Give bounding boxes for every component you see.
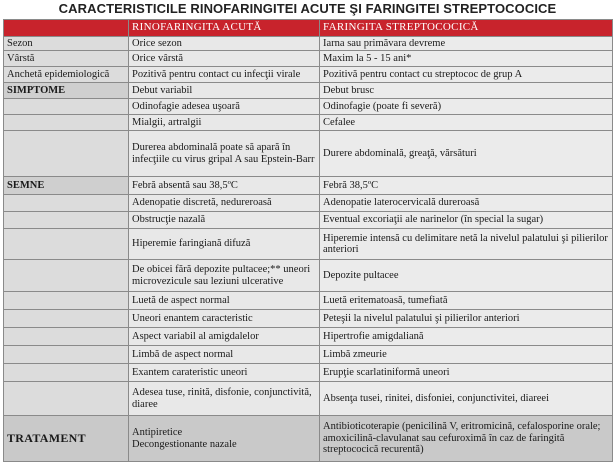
cell-faringita: Peteşii la nivelul palatului şi pilierilor anteriori xyxy=(320,310,613,328)
row-label xyxy=(4,229,129,260)
table-row xyxy=(4,364,613,382)
cell-rinofaringita: Odinofagie adesea uşoară xyxy=(129,99,320,115)
table-row xyxy=(4,131,613,177)
cell-faringita: Absenţa tusei, rinitei, disfoniei, conjunctivitei, diareei xyxy=(320,382,613,416)
cell-faringita: Adenopatie laterocervicală dureroasă xyxy=(320,195,613,212)
row-label xyxy=(4,212,129,229)
cell-rinofaringita: Adesea tuse, rinită, disfonie, conjunctivită, diaree xyxy=(129,382,320,416)
table-row xyxy=(4,328,613,346)
header-faringita: FARINGITA STREPTOCOCICĂ xyxy=(320,20,613,37)
cell-faringita: Febră 38,5ºC xyxy=(320,177,613,195)
row-label: Vârstă xyxy=(4,51,129,67)
row-label xyxy=(4,346,129,364)
cell-faringita: Durere abdominală, greaţă, vărsături xyxy=(320,131,613,177)
cell-rinofaringita: Aspect variabil al amigdalelor xyxy=(129,328,320,346)
table-row xyxy=(4,346,613,364)
cell-rinofaringita: Orice vârstă xyxy=(129,51,320,67)
cell-rinofaringita: Exantem carateristic uneori xyxy=(129,364,320,382)
cell-rinofaringita: Debut variabil xyxy=(129,83,320,99)
cell-faringita: Iarna sau primăvara devreme xyxy=(320,37,613,51)
row-label xyxy=(4,364,129,382)
section-label: SIMPTOME xyxy=(4,83,129,99)
table-row xyxy=(4,310,613,328)
cell-rinofaringita: Luetă de aspect normal xyxy=(129,292,320,310)
table-title: CARACTERISTICILE RINOFARINGITEI ACUTE ŞI FARINGITEI STREPTOCOCICE xyxy=(58,1,557,16)
row-label xyxy=(4,99,129,115)
row-label xyxy=(4,328,129,346)
row-label xyxy=(4,382,129,416)
table-row xyxy=(4,99,613,115)
cell-rinofaringita: De obicei fără depozite pultacee;** uneori microvezicule sau leziuni ulcerative xyxy=(129,260,320,292)
cell-rinofaringita: Hiperemie faringiană difuză xyxy=(129,229,320,260)
cell-faringita: Erupţie scarlatiniformă uneori xyxy=(320,364,613,382)
cell-faringita: Eventual excoriaţii ale narinelor (în special la sugar) xyxy=(320,212,613,229)
cell-faringita: Limbă zmeurie xyxy=(320,346,613,364)
cell-faringita: Luetă eritematoasă, tumefiată xyxy=(320,292,613,310)
row-label: Sezon xyxy=(4,37,129,51)
table-row xyxy=(4,115,613,131)
row-label xyxy=(4,131,129,177)
table-row xyxy=(4,37,613,51)
cell-faringita: Hipertrofie amigdaliană xyxy=(320,328,613,346)
table-row xyxy=(4,195,613,212)
cell-rinofaringita: Obstrucţie nazală xyxy=(129,212,320,229)
header-row xyxy=(4,20,613,37)
cell-faringita: Antibioticoterapie (penicilină V, eritromicină, cefalosporine orale; amoxicilină-clavulanat sau cefuroximă în caz de faringită streptococică recurentă) xyxy=(320,416,613,462)
cell-faringita: Hiperemie intensă cu delimitare netă la nivelul palatului şi pilierilor anteriori xyxy=(320,229,613,260)
table-row xyxy=(4,382,613,416)
section-label: SEMNE xyxy=(4,177,129,195)
table-row xyxy=(4,292,613,310)
row-label xyxy=(4,260,129,292)
cell-rinofaringita: Febră absentă sau 38,5ºC xyxy=(129,177,320,195)
header-rinofaringita: RINOFARINGITA ACUTĂ xyxy=(129,20,320,37)
header-corner xyxy=(4,20,129,37)
cell-rinofaringita: Uneori enantem caracteristic xyxy=(129,310,320,328)
cell-rinofaringita: Mialgii, artralgii xyxy=(129,115,320,131)
row-label xyxy=(4,115,129,131)
cell-rinofaringita: Durerea abdominală poate să apară în infecţiile cu virus gripal A sau Epstein-Barr xyxy=(129,131,320,177)
cell-faringita: Odinofagie (poate fi severă) xyxy=(320,99,613,115)
row-label: Anchetă epidemiologică xyxy=(4,67,129,83)
cell-faringita: Debut brusc xyxy=(320,83,613,99)
table-row xyxy=(4,229,613,260)
comparison-table xyxy=(3,19,613,462)
cell-faringita: Maxim la 5 - 15 ani* xyxy=(320,51,613,67)
cell-rinofaringita: Antipiretice Decongestionante nazale xyxy=(129,416,320,462)
cell-rinofaringita: Limbă de aspect normal xyxy=(129,346,320,364)
cell-rinofaringita: Adenopatie discretă, nedureroasă xyxy=(129,195,320,212)
section-label: TRATAMENT xyxy=(4,416,129,462)
table-row xyxy=(4,212,613,229)
table-row xyxy=(4,416,613,462)
row-label xyxy=(4,195,129,212)
table-row xyxy=(4,51,613,67)
table-row xyxy=(4,83,613,99)
cell-faringita: Pozitivă pentru contact cu streptococ de grup A xyxy=(320,67,613,83)
cell-rinofaringita: Orice sezon xyxy=(129,37,320,51)
table-row xyxy=(4,260,613,292)
cell-rinofaringita: Pozitivă pentru contact cu infecţii virale xyxy=(129,67,320,83)
table-row xyxy=(4,177,613,195)
cell-faringita: Depozite pultacee xyxy=(320,260,613,292)
cell-faringita: Cefalee xyxy=(320,115,613,131)
table-row xyxy=(4,67,613,83)
row-label xyxy=(4,292,129,310)
row-label xyxy=(4,310,129,328)
